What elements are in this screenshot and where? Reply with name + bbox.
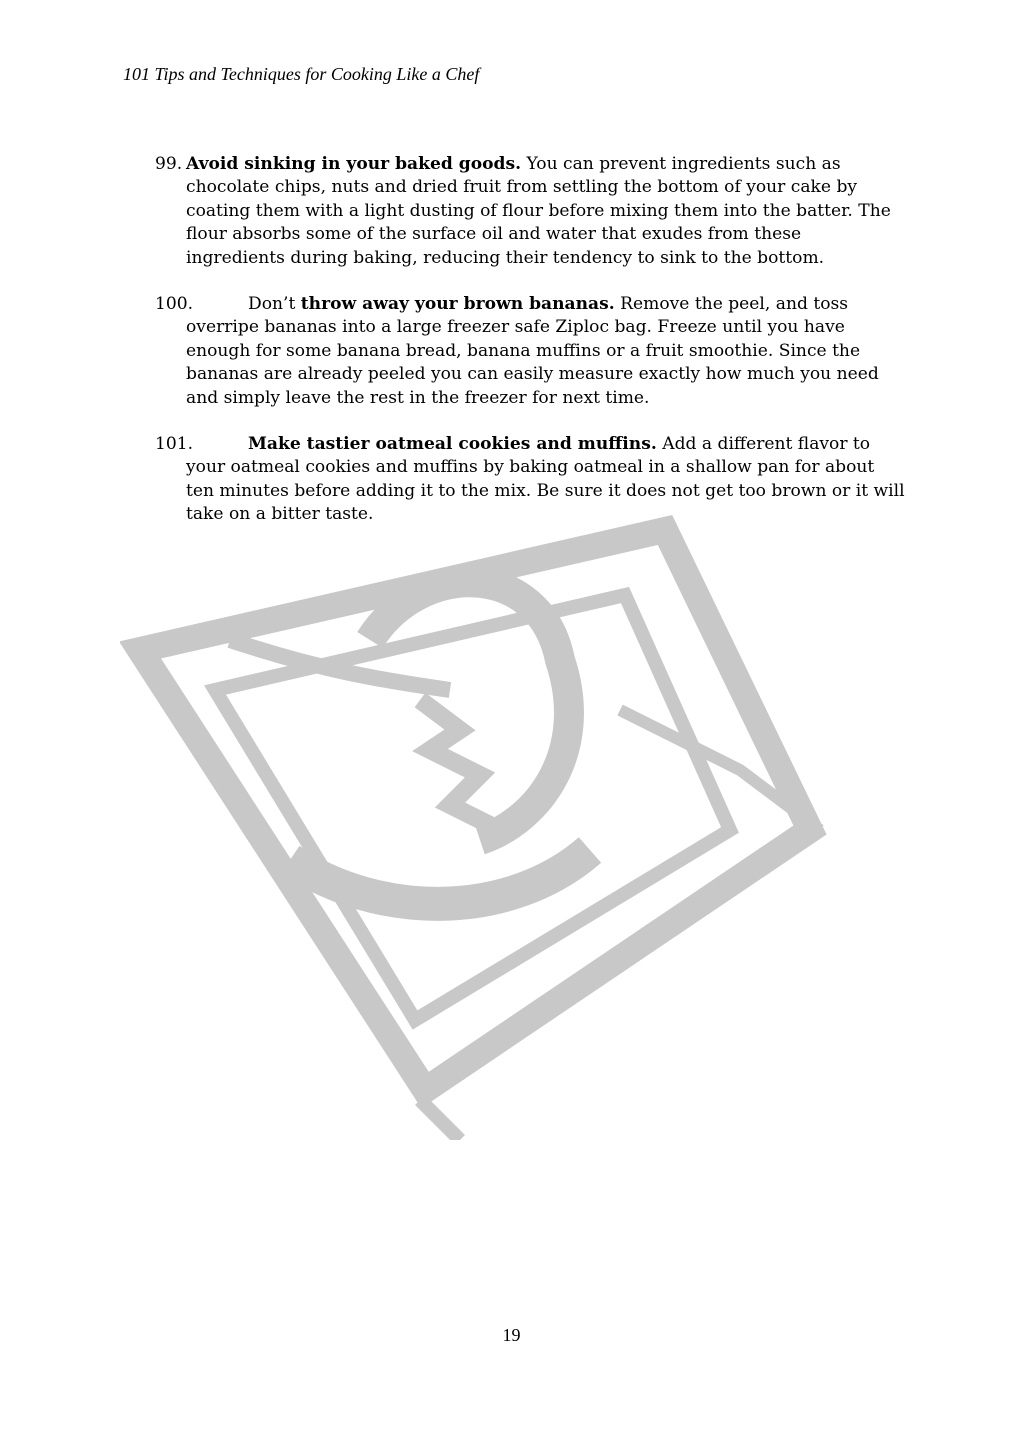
tip-title: Make tastier oatmeal cookies and muffins. (248, 434, 657, 455)
tip-lead: Don’t (248, 294, 301, 315)
watermark-swoosh-bottom (420, 1100, 460, 1140)
page-number: 19 (502, 1325, 521, 1345)
tip-body: You can prevent ingredients such as chocolate chips, nuts and dried fruit from settling the bottom of your cake by coating them with a light dusting of flour before mixing them into the batter. The flour absorbs some of the surface oil and water that exudes from these ingredients during baking, reducing their tendency to sink to the bottom. (186, 154, 891, 268)
tip-99 (155, 153, 905, 270)
watermark-hat-folds (420, 700, 490, 825)
watermark-hat-brim (290, 850, 590, 904)
watermark-hat-puff (370, 582, 569, 840)
tip-101 (155, 433, 905, 527)
tip-number: 100. (155, 294, 194, 315)
chef-hat-watermark-icon (120, 500, 900, 1140)
tip-number: 99. (155, 154, 183, 174)
tip-body: Add a different flavor to your oatmeal cookies and muffins by baking oatmeal in a shallow pan for about ten minutes before adding it to the mix. Be sure it does not get too brown or it will take on a bitter taste. (186, 434, 905, 525)
tip-body: Remove the peel, and toss overripe bananas into a large freezer safe Ziploc bag. Freeze until you have enough for some banana bread, banana muffins or a fruit smoothie. Since the bananas are already peeled you can easily measure exactly how much you need and simply leave the rest in the freezer for next time. (186, 294, 879, 408)
tip-title: throw away your brown bananas. (300, 294, 615, 315)
tip-title: Avoid sinking in your baked goods. (186, 154, 522, 174)
tip-number: 101. (155, 434, 194, 455)
tips-list (155, 153, 905, 550)
tip-100 (155, 293, 905, 410)
running-header: 101 Tips and Techniques for Cooking Like a Chef (123, 64, 480, 84)
